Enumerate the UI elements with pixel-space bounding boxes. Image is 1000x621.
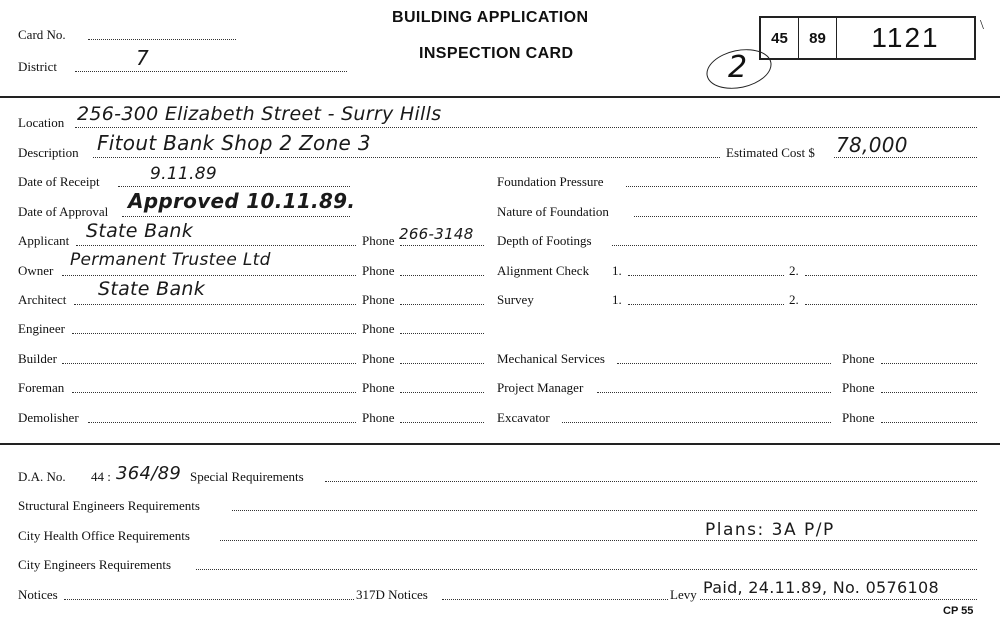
alignment-check-label: Alignment Check: [497, 263, 590, 278]
description-line: [93, 157, 720, 158]
card-no-line: [88, 39, 236, 40]
architect-value: State Bank: [98, 278, 206, 300]
city-health-line: [220, 540, 977, 541]
card-no-label: Card No.: [18, 27, 66, 42]
applicant-phone-line: [400, 245, 484, 246]
foundation-pressure-line: [626, 186, 977, 187]
date-of-approval-line: [122, 216, 350, 217]
engineer-label: Engineer: [18, 321, 65, 336]
nature-of-foundation-line: [634, 216, 977, 217]
demolisher-line: [88, 422, 356, 423]
structural-engineers-label: Structural Engineers Requirements: [18, 498, 200, 513]
builder-line: [62, 363, 356, 364]
foundation-pressure-label: Foundation Pressure: [497, 174, 604, 189]
estimated-cost-value: 78,000: [836, 133, 908, 157]
levy-value: Paid, 24.11.89, No. 0576108: [703, 578, 939, 597]
survey-num2: 2.: [789, 292, 799, 307]
box-cell-2: 89: [799, 18, 837, 58]
form-code: CP 55: [943, 605, 974, 617]
form-title-line1: BUILDING APPLICATION: [392, 9, 589, 26]
box-cell-3: 1121: [871, 22, 940, 53]
nature-of-foundation-label: Nature of Foundation: [497, 204, 609, 219]
survey-label: Survey: [497, 292, 534, 307]
engineer-line: [72, 333, 356, 334]
foreman-phone-label: Phone: [362, 380, 395, 395]
engineer-phone-line: [400, 333, 484, 334]
date-of-receipt-line: [118, 186, 350, 187]
demolisher-label: Demolisher: [18, 410, 79, 425]
special-requirements-label: Special Requirements: [190, 469, 304, 484]
excavator-phone-label: Phone: [842, 410, 875, 425]
description-label: Description: [18, 145, 79, 160]
foreman-label: Foreman: [18, 380, 65, 395]
owner-value: Permanent Trustee Ltd: [70, 250, 271, 270]
notices-label: Notices: [18, 587, 58, 602]
card-number-box: [759, 16, 976, 60]
mechanical-services-phone-label: Phone: [842, 351, 875, 366]
architect-phone-label: Phone: [362, 292, 395, 307]
project-manager-phone-label: Phone: [842, 380, 875, 395]
location-value: 256-300 Elizabeth Street - Surry Hills: [77, 103, 442, 125]
estimated-cost-line: [834, 157, 977, 158]
city-engineers-line: [196, 569, 977, 570]
owner-label: Owner: [18, 263, 54, 278]
applicant-line: [76, 245, 356, 246]
city-health-label: City Health Office Requirements: [18, 528, 190, 543]
estimated-cost-label: Estimated Cost $: [726, 145, 815, 160]
applicant-label: Applicant: [18, 233, 70, 248]
district-line: [75, 71, 347, 72]
date-of-approval-value: Approved 10.11.89.: [128, 189, 356, 213]
notices-317d-line: [442, 599, 668, 600]
mechanical-services-phone-line: [881, 363, 977, 364]
box-cell-1: 45: [761, 18, 799, 58]
header-divider: [0, 96, 1000, 98]
da-no-prefix: 44 :: [91, 469, 111, 484]
tick-mark: \: [980, 18, 984, 33]
excavator-phone-line: [881, 422, 977, 423]
depth-of-footings-line: [612, 245, 977, 246]
foreman-phone-line: [400, 392, 484, 393]
levy-line: [700, 599, 977, 600]
section-divider: [0, 443, 1000, 445]
excavator-label: Excavator: [497, 410, 550, 425]
survey-line1: [628, 304, 784, 305]
applicant-value: State Bank: [86, 220, 194, 242]
form-title-line2: INSPECTION CARD: [419, 45, 574, 62]
architect-label: Architect: [18, 292, 67, 307]
applicant-phone-value: 266-3148: [399, 225, 474, 243]
owner-line: [62, 275, 356, 276]
depth-of-footings-label: Depth of Footings: [497, 233, 592, 248]
applicant-phone-label: Phone: [362, 233, 395, 248]
architect-phone-line: [400, 304, 484, 305]
city-health-value: Plans: 3A P/P: [705, 520, 835, 540]
builder-phone-label: Phone: [362, 351, 395, 366]
project-manager-phone-line: [881, 392, 977, 393]
demolisher-phone-label: Phone: [362, 410, 395, 425]
builder-phone-line: [400, 363, 484, 364]
survey-num1: 1.: [612, 292, 622, 307]
circled-number: 2: [728, 50, 748, 85]
da-no-label: D.A. No.: [18, 469, 66, 484]
notices-line: [64, 599, 354, 600]
engineer-phone-label: Phone: [362, 321, 395, 336]
mechanical-services-label: Mechanical Services: [497, 351, 605, 366]
da-no-value: 364/89: [116, 463, 182, 484]
district-value: 7: [136, 46, 150, 70]
alignment-check-num2: 2.: [789, 263, 799, 278]
survey-line2: [805, 304, 977, 305]
district-label: District: [18, 59, 57, 74]
alignment-check-num1: 1.: [612, 263, 622, 278]
date-of-receipt-label: Date of Receipt: [18, 174, 100, 189]
demolisher-phone-line: [400, 422, 484, 423]
date-of-receipt-value: 9.11.89: [150, 164, 217, 184]
location-line: [75, 127, 977, 128]
project-manager-label: Project Manager: [497, 380, 584, 395]
city-engineers-label: City Engineers Requirements: [18, 557, 172, 572]
foreman-line: [72, 392, 356, 393]
location-label: Location: [18, 115, 65, 130]
owner-phone-label: Phone: [362, 263, 395, 278]
alignment-check-line1: [628, 275, 784, 276]
description-value: Fitout Bank Shop 2 Zone 3: [97, 131, 371, 155]
structural-engineers-line: [232, 510, 977, 511]
architect-line: [74, 304, 356, 305]
project-manager-line: [597, 392, 831, 393]
excavator-line: [562, 422, 831, 423]
owner-phone-line: [400, 275, 484, 276]
alignment-check-line2: [805, 275, 977, 276]
levy-label: Levy: [670, 587, 697, 602]
special-requirements-line: [325, 481, 977, 482]
notices-317d-label: 317D Notices: [356, 587, 428, 602]
builder-label: Builder: [18, 351, 57, 366]
mechanical-services-line: [617, 363, 831, 364]
date-of-approval-label: Date of Approval: [18, 204, 109, 219]
